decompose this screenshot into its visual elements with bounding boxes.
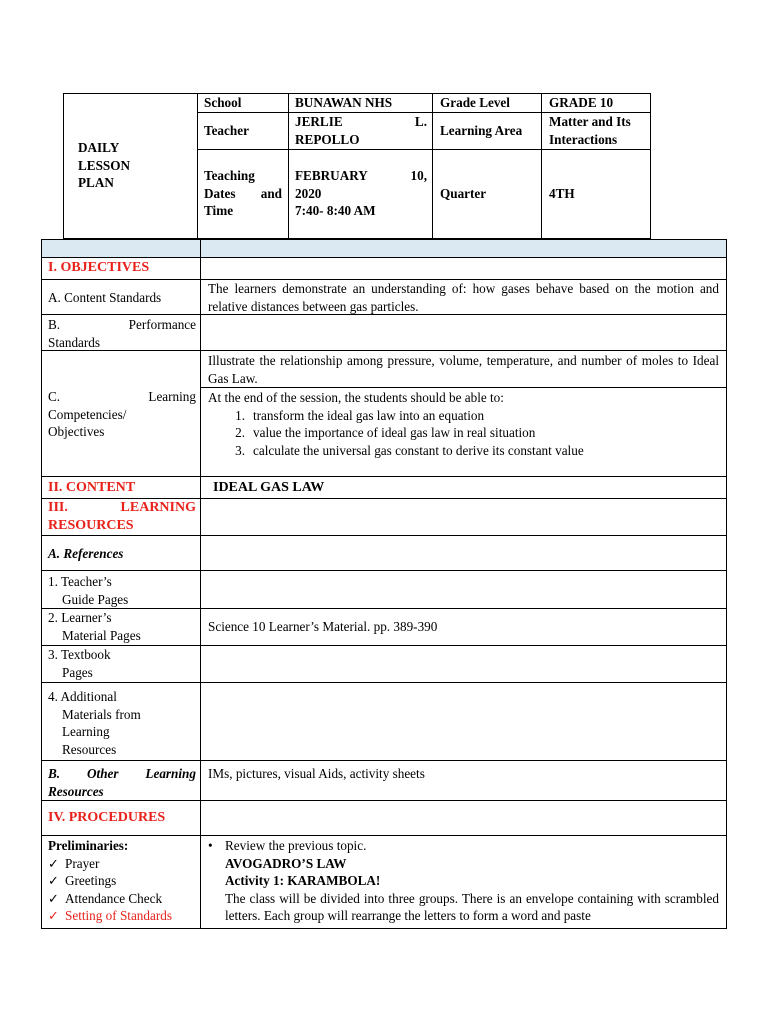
competencies-value: Illustrate the relationship among pressure, volume, temperature, and number of moles to Ideal Gas Law. (208, 353, 719, 386)
label-line: 1. Teacher’s (48, 574, 112, 589)
teacher-first-name: JERLIE (295, 114, 343, 129)
label-line: Learning (62, 724, 110, 739)
objective-item: 3. calculate the universal gas constant to derive its constant value (235, 442, 584, 458)
other-resources-label (48, 765, 196, 800)
title-line: LESSON (78, 157, 131, 173)
checklist-item: ✓ Setting of Standards (48, 908, 172, 923)
checkmark-icon: ✓ (48, 873, 60, 888)
label-line: 3. Textbook (48, 647, 111, 662)
label-word: Learning (145, 766, 196, 781)
checkmark-icon: ✓ (48, 908, 60, 923)
label-line: Resources (48, 783, 104, 799)
lesson-plan-title (78, 139, 188, 192)
dates-label-word: and (260, 185, 282, 201)
date-day: 10, (410, 168, 427, 183)
review-item: • Review the previous topic. (208, 838, 367, 853)
session-objectives (208, 389, 719, 459)
time-range: 7:40- 8:40 AM (295, 203, 376, 218)
quarter-label: Quarter (440, 186, 487, 201)
checklist-item: ✓ Prayer (48, 855, 100, 871)
label-line: Material Pages (62, 627, 141, 643)
objective-item: 1. transform the ideal gas law into an equation (235, 407, 485, 423)
objective-item: 2. value the importance of ideal gas law in real situation (235, 425, 536, 440)
performance-standards-label (48, 316, 196, 351)
label-line: Pages (62, 664, 93, 680)
area-line: Matter and Its (549, 114, 631, 129)
label-line: Standards (48, 334, 101, 350)
dates-label-word: Dates (204, 185, 236, 201)
quarter-value: 4TH (549, 186, 575, 201)
content-value: IDEAL GAS LAW (213, 480, 325, 495)
heading-word: III. (48, 500, 68, 515)
checkmark-icon: ✓ (48, 890, 60, 906)
other-resources-value: IMs, pictures, visual Aids, activity sheets (208, 766, 425, 781)
checkmark-icon: ✓ (48, 855, 60, 871)
label-word: B. (48, 317, 61, 332)
checklist-item: ✓ Attendance Check (48, 890, 163, 906)
objectives-heading: I. OBJECTIVES (48, 260, 150, 275)
teacher-initial: L. (414, 114, 427, 129)
label-word: Performance (128, 317, 196, 332)
label-line: 2. Learner’s (48, 610, 112, 625)
grade-level-label: Grade Level (440, 95, 510, 110)
learners-material-value: Science 10 Learner’s Material. pp. 389-390 (208, 619, 438, 634)
school-label: School (204, 95, 242, 110)
activity-description: The class will be divided into three groups. There is an envelope containing with scrambled letters. Each group will rearrange the letters to form a word and paste (225, 890, 719, 923)
label-line: 4. Additional (48, 689, 117, 704)
teacher-value (295, 113, 427, 148)
date-month: FEBRUARY (295, 168, 368, 183)
bullet-icon: • (208, 838, 213, 853)
title-line: DAILY (78, 140, 120, 155)
label-word: Other (87, 766, 119, 781)
dates-label-line: Time (204, 203, 234, 218)
school-value: BUNAWAN NHS (295, 95, 393, 110)
label-line: Competencies/ (48, 406, 127, 422)
label-line: Objectives (48, 424, 105, 439)
label-line: Materials from (62, 706, 141, 722)
label-word: C. (48, 389, 61, 404)
label-word: Learning (148, 389, 196, 404)
header-band (41, 240, 727, 257)
learners-material-label (48, 609, 141, 644)
grade-level-value: GRADE 10 (549, 95, 614, 110)
content-heading: II. CONTENT (48, 480, 136, 495)
activity-title: Activity 1: KARAMBOLA! (225, 873, 381, 888)
preliminaries-label: Preliminaries: (48, 838, 129, 853)
references-label: A. References (48, 546, 124, 561)
learning-area-value (549, 113, 631, 148)
dates-label-line: Teaching (204, 168, 255, 183)
procedures-content (208, 837, 719, 925)
learning-resources-heading (48, 499, 196, 534)
teacher-last-name: REPOLLO (295, 131, 360, 147)
heading-word: LEARNING (120, 500, 196, 515)
title-line: PLAN (78, 175, 114, 190)
teachers-guide-label (48, 573, 128, 608)
session-intro: At the end of the session, the students should be able to: (208, 390, 504, 405)
competencies-label (48, 388, 196, 441)
checklist-item: ✓ Greetings (48, 873, 117, 888)
learning-area-label: Learning Area (440, 123, 523, 138)
content-standards-label: A. Content Standards (48, 290, 162, 305)
date-year: 2020 (295, 185, 322, 201)
teaching-dates-value (295, 167, 427, 220)
teaching-dates-label (204, 167, 282, 220)
area-line: Interactions (549, 131, 618, 147)
procedures-heading: IV. PROCEDURES (48, 810, 166, 825)
textbook-label (48, 646, 111, 681)
additional-materials-label (48, 688, 141, 758)
label-line: Resources (62, 741, 117, 757)
teacher-label: Teacher (204, 123, 249, 138)
label-line: Guide Pages (62, 591, 129, 607)
heading-line: RESOURCES (48, 517, 134, 533)
label-word: B. (48, 766, 61, 781)
topic-title: AVOGADRO’S LAW (225, 855, 347, 871)
content-standards-value: The learners demonstrate an understanding of: how gases behave based on the motion and relative distances between gas particles. (208, 281, 719, 314)
preliminaries-list (48, 837, 172, 925)
